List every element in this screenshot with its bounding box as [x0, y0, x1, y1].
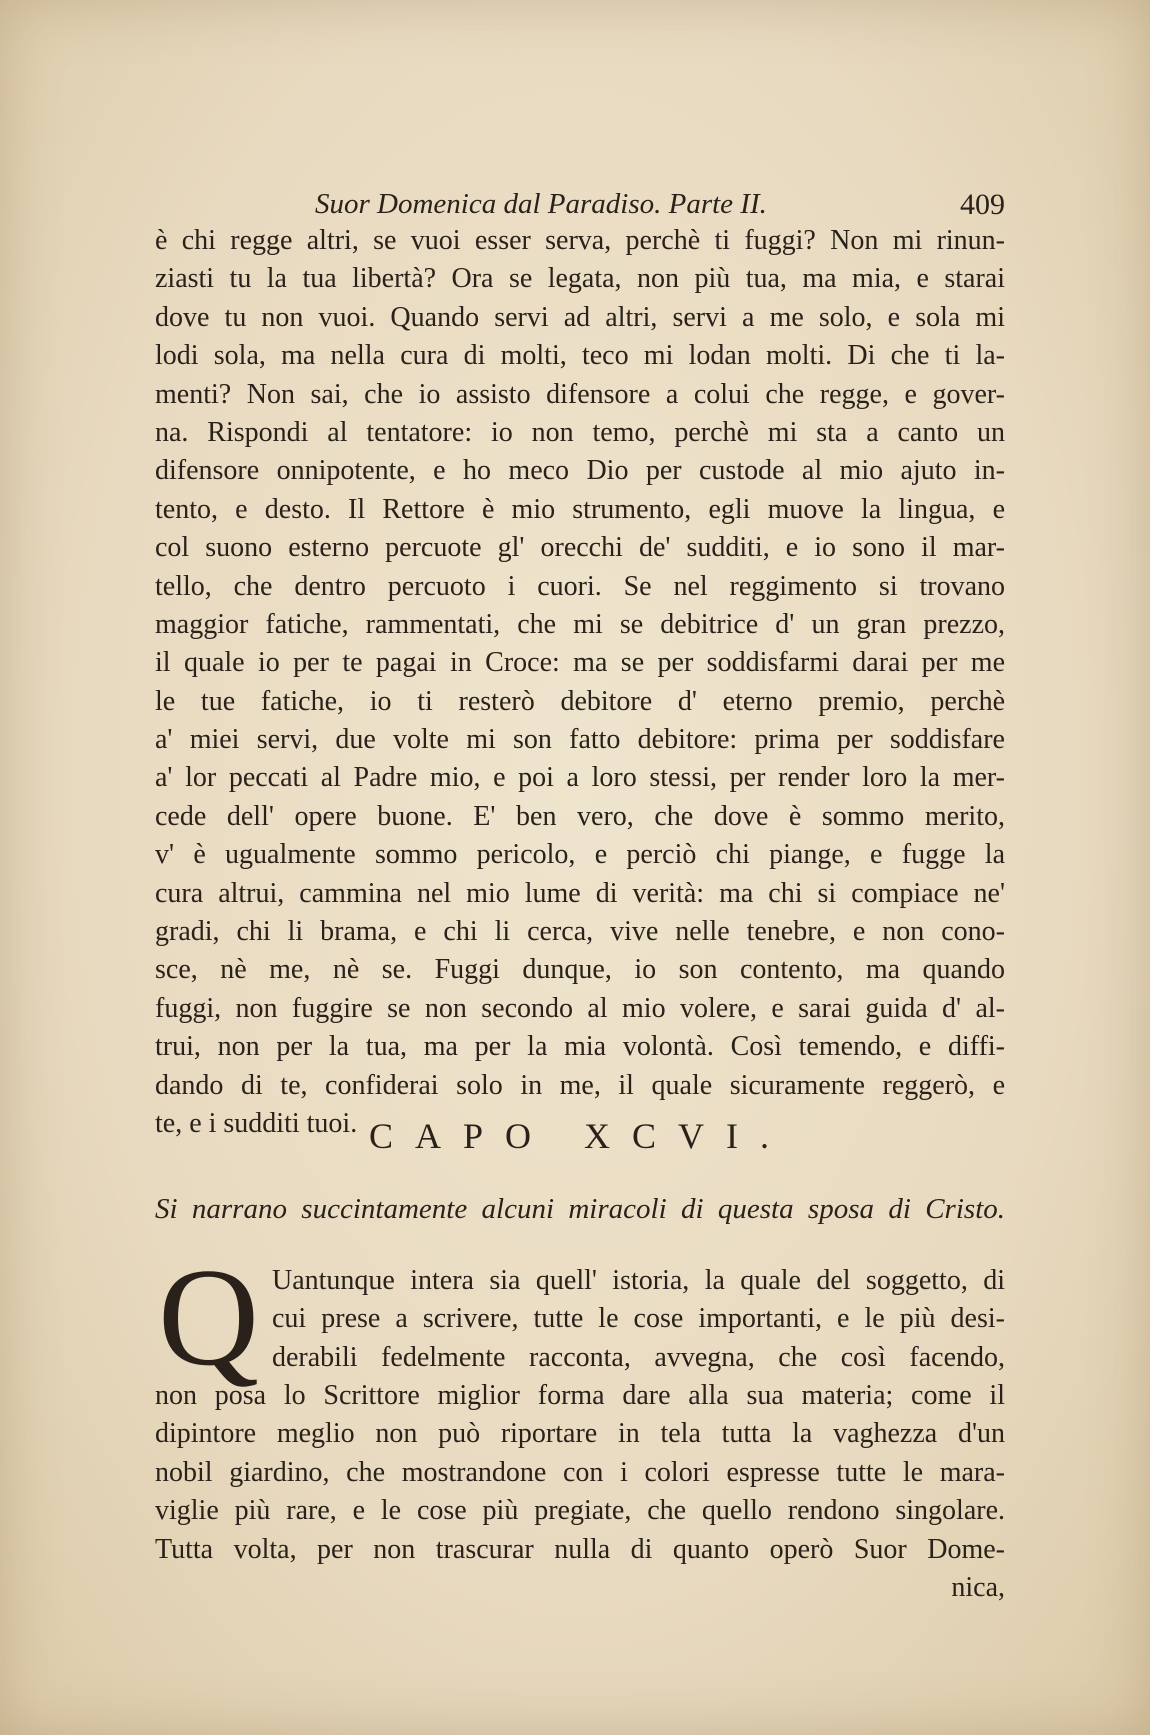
- text-line: dipintore meglio non può riportare in tela tutta la vaghezza d'un: [155, 1418, 1005, 1450]
- text-line: Uantunque intera sia quell' istoria, la quale del soggetto, di: [272, 1265, 1005, 1296]
- text-line: dove tu non vuoi. Quando servi ad altri, servi a me solo, e sola mi: [155, 301, 1005, 333]
- text-line: non posa lo Scrittore miglior forma dare alla sua materia; come il: [155, 1380, 1005, 1411]
- text-line: tello, che dentro percuoto i cuori. Se nel reggimento si trovano: [155, 570, 1005, 602]
- chapter-heading: CAPO XCVI.: [368, 1116, 792, 1156]
- body-paragraph-2: [155, 1377, 1005, 1607]
- text-line: col suono esterno percuote gl' orecchi de' sudditi, e io sono il mar-: [155, 532, 1005, 564]
- body-paragraph-1: [155, 222, 1005, 1143]
- text-line: cede dell' opere buone. E' ben vero, che dove è sommo merito,: [155, 800, 1005, 832]
- text-line: ziasti tu la tua libertà? Ora se legata, non più tua, ma mia, e starai: [155, 263, 1005, 295]
- text-line: difensore onnipotente, e ho meco Dio per custode al mio ajuto in-: [155, 455, 1005, 487]
- text-line: trui, non per la tua, ma per la mia volontà. Così temendo, e diffi-: [155, 1031, 1005, 1063]
- text-line: derabili fedelmente racconta, avvegna, che così facendo,: [272, 1341, 1005, 1373]
- text-line: na. Rispondi al tentatore: io non temo, perchè mi sta a canto un: [155, 416, 1005, 448]
- text-line: dando di te, confiderai solo in me, il quale sicuramente reggerò, e: [155, 1069, 1005, 1101]
- text-line: il quale io per te pagai in Croce: ma se per soddisfarmi darai per me: [155, 647, 1005, 679]
- text-line: nobil giardino, che mostrandone con i colori espresse tutte le mara-: [155, 1456, 1005, 1488]
- text-line: menti? Non sai, che io assisto difensore a colui che regge, e gover-: [155, 378, 1005, 410]
- text-line: a' miei servi, due volte mi son fatto debitore: prima per soddisfare: [155, 724, 1005, 756]
- drop-cap: Q: [158, 1240, 260, 1395]
- text-line: le tue fatiche, io ti resterò debitore d' eterno premio, perchè: [155, 685, 1005, 717]
- text-line: fuggi, non fuggire se non secondo al mio volere, e sarai guida d' al-: [155, 992, 1005, 1024]
- text-line: sce, nè me, nè se. Fuggi dunque, io son contento, ma quando: [155, 954, 1005, 986]
- text-line: lodi sola, ma nella cura di molti, teco mi lodan molti. Di che ti la-: [155, 340, 1005, 372]
- text-line: è chi regge altri, se vuoi esser serva, perchè ti fuggi? Non mi rinun-: [155, 225, 1005, 256]
- chapter-subtitle: Si narrano succintamente alcuni miracoli di questa sposa di Cristo.: [155, 1193, 1005, 1225]
- text-line: viglie più rare, e le cose più pregiate, che quello rendono singolare.: [155, 1495, 1005, 1527]
- text-line: v' è ugualmente sommo pericolo, e perciò chi piange, e fugge la: [155, 839, 1005, 871]
- text-line: Tutta volta, per non trascurar nulla di quanto operò Suor Dome-: [155, 1533, 1005, 1565]
- text-line: tento, e desto. Il Rettore è mio strumento, egli muove la lingua, e: [155, 493, 1005, 525]
- text-line: te, e i sudditi tuoi.: [155, 1107, 358, 1139]
- running-title: Suor Domenica dal Paradiso. Parte II.: [315, 188, 767, 220]
- text-line: cura altrui, cammina nel mio lume di verità: ma chi si compiace ne': [155, 877, 1005, 909]
- text-line: maggior fatiche, rammentati, che mi se debitrice d' un gran prezzo,: [155, 608, 1005, 640]
- body-paragraph-2-indented: [272, 1262, 1005, 1377]
- catchword: nica,: [951, 1571, 1005, 1603]
- page-number: 409: [960, 188, 1005, 221]
- text-line: a' lor peccati al Padre mio, e poi a loro stessi, per render loro la mer-: [155, 762, 1005, 794]
- text-line: gradi, chi li brama, e chi li cerca, vive nelle tenebre, e non cono-: [155, 916, 1005, 948]
- text-line: cui prese a scrivere, tutte le cose importanti, e le più desi-: [272, 1303, 1005, 1335]
